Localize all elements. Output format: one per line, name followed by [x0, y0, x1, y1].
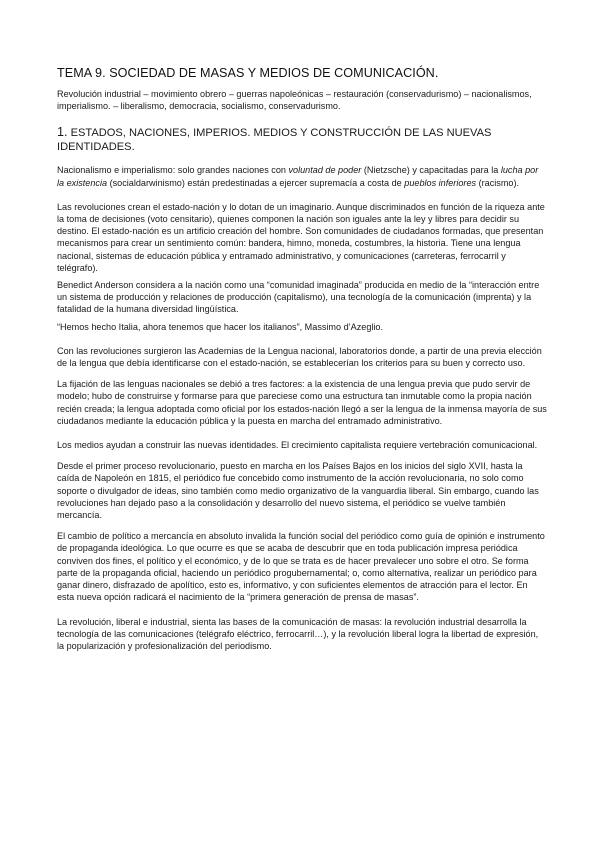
body-paragraph-languages: La fijación de las lenguas nacionales se debió a tres factores: a la existencia de una lengua previa que pudo servir de modelo; hubo de construirse y formarse para que pareciese como una estructura tan inmutable como la propia nación recién creada; la lengua adoptada como oficial por los estados-nación llegó a ser la lengua de la inmensa mayoría de sus ciudadanos mediante la educación pública y la puesta en marcha del entramado administrativo.	[57, 379, 547, 426]
body-paragraph-quote: “Hemos hecho Italia, ahora tenemos que hacer los italianos”, Massimo d’Azeglio.	[57, 321, 384, 332]
section-title: ESTADOS, NACIONES, IMPERIOS. MEDIOS Y CONSTRUCCIÓN DE LAS NUEVAS IDENTIDADES.	[57, 127, 492, 154]
nationalism-text-4: (racismo).	[476, 177, 520, 188]
nationalism-paragraph	[57, 164, 547, 188]
document-title: TEMA 9. SOCIEDAD DE MASAS Y MEDIOS DE COMUNICACIÓN.	[57, 66, 439, 80]
body-paragraph-state-nation: Las revoluciones crean el estado-nación y lo dotan de un imaginario. Aunque discriminados en función de la riqueza ante la toma de decisiones (voto censitario), quienes componen la nación son iguales ante la ley y libres para decidir su destino. El estado-nación es un artificio creación del hombre. Son comunidades de ciudadanos formadas, que presentan mecanismos para crear un sentimiento común: bandera, himno, moneda, costumbres, la historia. Tiene una lengua nacional, sistemas de educación pública y entramado administrativo, y comunicaciones (carreteras, ferrocarril y telégrafo).	[57, 201, 545, 273]
intro-paragraph: Revolución industrial – movimiento obrero – guerras napoleónicas – restauración (conservadurismo) – nacionalismos, imperialismo. – liberalismo, democracia, socialismo, conservadurismo.	[57, 89, 532, 112]
nationalism-text-3: (socialdarwinismo) están predestinadas a ejercer supremacía a costa de	[107, 177, 405, 188]
body-paragraph-newspaper-history: Desde el primer proceso revolucionario, puesto en marcha en los Países Bajos en los inicios del siglo XVII, hasta la caída de Napoleón en 1815, el periódico fue concebido como instrumento de la acción revolucionaria, no solo como soporte o divulgador de ideas, sino también como medio organizativo de la vanguardia liberal. Sin embargo, cuando las revoluciones han dejado paso a la consolidación y desarrollo del nuevo sistema, el periódico se vuelve también mercancía.	[57, 461, 539, 521]
nationalism-italic-2: lucha por la existencia	[57, 165, 539, 188]
body-paragraph-academies: Con las revoluciones surgieron las Academias de la Lengua nacional, laboratorios donde, a partir de una previa elección de la lengua que debía identificarse con el estado-nación, se establecerían los criterios para su buen y correcto uso.	[57, 345, 542, 369]
nationalism-text-1: Nacionalismo e imperialismo: solo grandes naciones con	[57, 165, 289, 176]
body-paragraph-media: Los medios ayudan a construir las nuevas identidades. El crecimiento capitalista requiere vertebración comunicacional.	[57, 440, 538, 451]
body-paragraph-merchandise: El cambio de político a mercancía en absoluto invalida la función social del periódico como guía de opinión e instrumento de propaganda ideológica. Lo que ocurre es que se acaba de descubrir que en toda publicación impresa periódica conviven dos fines, el político y el económico, y de lo que se trata es de hacer prevalecer uno sobre el otro. Se forma parte de la propaganda oficial, haciendo un periódico progubernamental; o, como alternativa, realizar un periódico para ganar dinero, disfrazado de apolítico, esto es, informativo, y con suficientes elementos de atracción para el lector. En esta nueva opción radicará el nacimiento de la “primera generación de prensa de masas”.	[57, 531, 545, 603]
nationalism-italic-3: pueblos inferiores	[404, 177, 477, 188]
body-paragraph-mass-communication: La revolución, liberal e industrial, sienta las bases de la comunicación de masas: la revolución industrial desarrolla la tecnología de las comunicaciones (telégrafo eléctrico, ferrocarril…), y la revolución liberal logra la libertad de expresión, la popularización y profesionalización del periodismo.	[57, 616, 539, 651]
nationalism-italic-1: voluntad de poder	[288, 165, 362, 176]
body-paragraph-anderson: Benedict Anderson considera a la nación como una “comunidad imaginada” producida en medio de la “interacción entre un sistema de producción y relaciones de producción (capitalismo), una tecnología de la comunicación (imprenta) y la fatalidad de la humana diversidad lingüística.	[57, 280, 540, 315]
nationalism-text-2: (Nietzsche) y capacitadas para la	[361, 165, 501, 176]
section-number: 1.	[57, 125, 68, 140]
document-content	[57, 66, 547, 652]
section-heading	[57, 125, 547, 154]
